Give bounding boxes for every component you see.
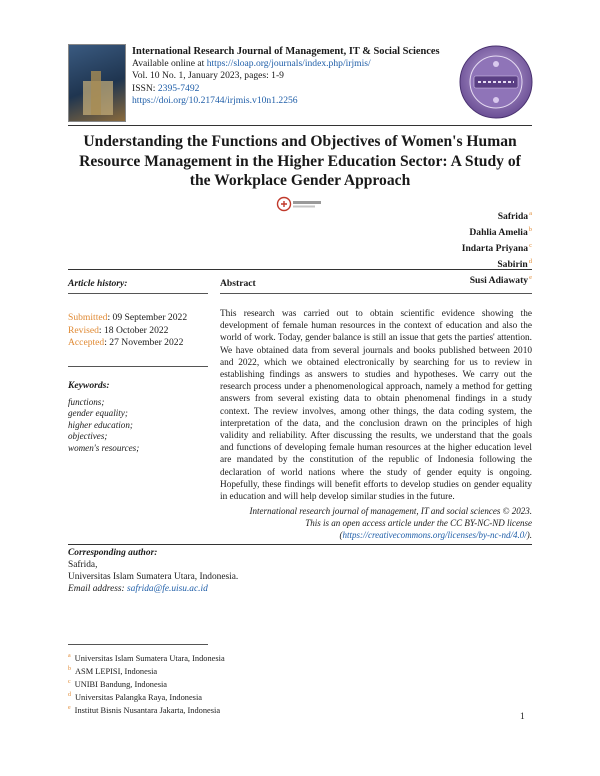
copyright-line: International research journal of management, IT and social sciences © 2023.	[249, 506, 532, 516]
corresponding-divider	[68, 544, 532, 545]
article-history	[68, 312, 218, 350]
history-underline	[68, 293, 208, 294]
corresponding-email-line: Email address: safrida@fe.uisu.ac.id	[68, 583, 208, 594]
author-item: Dahlia Amelia$^b$	[469, 225, 532, 239]
abstract-text: This research was carried out to obtain scientific evidence showing the development of female human resources in the context of education and also the world of work. Today, gender balance is still an issue that gets the parties' attention. We have obtained data from several journals and books published between 2010 and 2022, which we obtained electronically by searching for us to review in establishing findings as answers to studies and hypotheses. We carry out the research process under a phenomenological approach, namely a method for getting answers from several existing data to obtain phenomenal findings in a study context. The review involves, among other things, the data coding system, the interpretation of the data, and the conclusion drawn on the principles of high validity and reliability. After discussing the results, we understand that the goals and functions of developing female human resources at the higher education level are mandated by the constitution of the republic of Indonesia following the declaration of world nations where the study of gender equity is ongoing. Hopefully, these findings will benefit efforts to develop studies on gender equality in education and will help develop similar studies in the future.	[220, 309, 532, 503]
corresponding-name: Safrida,	[68, 560, 98, 570]
keyword-item: women's resources;	[68, 442, 140, 453]
history-submitted: Submitted: 09 September 2022	[68, 312, 188, 323]
corresponding-author-details	[68, 560, 368, 595]
license-notice	[220, 506, 532, 541]
article-history-heading: Article history:	[68, 278, 128, 289]
keyword-item: objectives;	[68, 431, 108, 442]
license-url-line: (https://creativecommons.org/licenses/by-nc-nd/4.0/).	[339, 529, 532, 540]
cover-tower-shape	[91, 71, 101, 115]
affiliation-item: $^b$ ASM LEPISI, Indonesia	[68, 666, 158, 676]
paper-title: Understanding the Functions and Objectives of Women's Human Resource Management in the Higher Education Sector: A Study of the Workplace Gender Approach	[79, 133, 521, 190]
author-item: Safrida$^a$	[497, 210, 532, 223]
footnote-divider	[68, 644, 208, 645]
keyword-list	[68, 397, 218, 454]
section-divider	[68, 269, 532, 270]
abstract-heading: Abstract	[220, 278, 256, 289]
corresponding-affiliation: Universitas Islam Sumatera Utara, Indonesia.	[68, 571, 239, 582]
affiliation-marker: a	[529, 210, 532, 217]
journal-info	[132, 46, 462, 107]
license-line: This is an open access article under the CC BY-NC-ND license	[305, 517, 532, 528]
keywords-heading: Keywords:	[68, 380, 110, 391]
affiliation-marker: d	[528, 257, 532, 265]
affiliation-marker: c	[529, 241, 532, 249]
journal-cover-image	[68, 44, 126, 122]
available-online-line: Available online at https://sloap.org/journals/index.php/irjmis/	[132, 58, 371, 70]
keyword-item: gender equality;	[68, 408, 128, 419]
author-list	[300, 208, 532, 288]
journal-url-link[interactable]: https://sloap.org/journals/index.php/irjmis/	[206, 58, 371, 70]
affiliation-item: $^e$ Institut Bisnis Nusantara Jakarta, Indonesia	[68, 705, 221, 715]
affiliation-item: $^a$ Universitas Islam Sumatera Utara, Indonesia	[68, 653, 225, 663]
email-link[interactable]: safrida@fe.uisu.ac.id	[127, 583, 208, 594]
affiliation-list	[68, 651, 368, 716]
affiliation-marker: b	[528, 225, 532, 233]
page-number: 1	[520, 712, 525, 722]
header-divider	[68, 125, 532, 126]
author-item: Susi Adiawaty$^e$	[469, 273, 532, 287]
journal-name: International Research Journal of Management, IT & Social Sciences	[132, 46, 440, 57]
history-revised: Revised: 18 October 2022	[68, 324, 169, 336]
keyword-item: higher education;	[68, 419, 133, 430]
author-item: Indarta Priyana$^c$	[461, 241, 532, 255]
corresponding-author-heading: Corresponding author:	[68, 548, 158, 558]
keyword-item: functions;	[68, 397, 105, 407]
issn-line: ISSN: 2395-7492	[132, 82, 200, 94]
issn-link[interactable]: 2395-7492	[157, 82, 200, 94]
affiliation-marker: e	[529, 273, 532, 281]
author-item: Sabirin$^d$	[497, 257, 532, 271]
volume-line: Vol. 10 No. 1, January 2023, pages: 1-9	[132, 70, 284, 82]
history-accepted: Accepted: 27 November 2022	[68, 337, 184, 349]
abstract-underline	[220, 293, 532, 294]
keywords-divider	[68, 366, 208, 367]
journal-seal-logo	[458, 44, 534, 120]
affiliation-item: $^d$ Universitas Palangka Raya, Indonesia	[68, 692, 202, 702]
doi-link[interactable]: https://doi.org/10.21744/irjmis.v10n1.2256	[132, 94, 298, 106]
license-url-link[interactable]: https://creativecommons.org/licenses/by-nc-nd/4.0/	[342, 529, 527, 540]
affiliation-item: $^c$ UNIBI Bandung, Indonesia	[68, 679, 168, 689]
